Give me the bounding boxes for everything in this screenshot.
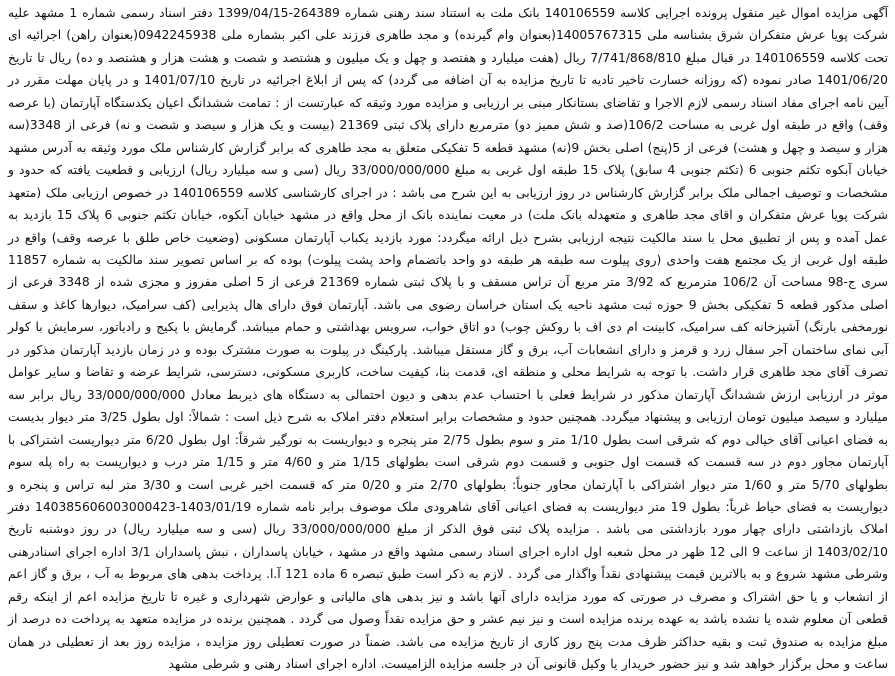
auction-notice	[8, 2, 889, 672]
notice-body-text: آگهی مزایده اموال غیر منقول پرونده اجرایی کلاسه 140106559 بانک ملت به استناد سند رهنی شماره 264389-1399/04/15 دفتر اسناد رسمی شماره 1 مشهد علیه شرکت پویا عرش متفکران شرق بشناسه ملی 14005767315(بعنوان وام گیرنده) و مجد طاهری فرزند علی اکبر بشماره ملی 0942245938(بعنوان راهن) اجرائیه ای تحت کلاسه 140106559 در قبال مبلغ 7/741/868/810 ریال (هفت میلیارد و هفتصد و چهل و یک میلیون و هشتصد و شصت و هشت هزار و هشتصد و ده) ریال تا تاریخ 1401/06/20 صادر نموده (که روزانه خسارت تاخیر تادیه تا تاریخ مزایده به آن اضافه می گردد) که پس از ابلاغ اجرائیه در تاریخ 1401/07/10 و در پایان مهلت مقرر در آیین نامه اجرای مفاد اسناد رسمی لازم الاجرا و تقاضای بستانکار مبنی بر ارزیابی و مزایده مورد وثیقه که عبارتست از : تمامت ششدانگ اعیان یکدستگاه آپارتمان (با عرصه وقف) واقع در طبقه اول غربی به مساحت 106/2(صد و شش ممیز دو) مترمربع دارای پلاک ثبتی 21369 (بیست و یک هزار و سیصد و شصت و نه) فرعی از 3348(سه هزار و سیصد و چهل و هشت) فرعی از 5(پنج) اصلی بخش 9(نه) مشهد قطعه 5 تفکیکی متعلق به مجد طاهری که برابر گزارش کارشناس ملک مورد وثیقه به آدرس مشهد خیابان آبکوه تکثم جنوبی 6 (تکثم جنوبی 4 سابق) پلاک 15 طبقه اول غربی به مبلغ 33/000/000/000 ریال (سی و سه میلیارد ریال) ارزیابی و قطعیت یافته که حدود و مشخصات و توصیف اجمالی ملک برابر گزارش کارشناس در روز ارزیابی به این شرح می باشد : در اجرای کارشناسی کلاسه 140106559 در خصوص ارزیابی ملک (متعهد شرکت پویا عرش متفکران و اقای مجد طاهری و متعهدله بانک ملت) در معیت نماینده بانک از محل واقع در مشهد خیابان آبکوه، خیابان تکثم جنوبی 6 پلاک 15 بازدید به عمل آمده و پس از تطبیق محل با سند مالکیت نتیجه ارزیابی بشرح ذیل ارائه میگردد: مورد بازدید یکباب آپارتمان مسکونی (وضعیت خاص طلق با عرصه وقف) واقع در طبقه اول غربی از یک مجتمع هفت واحدی (روی پیلوت سه طبقه هر طبقه دو واحد باتضمام واحد پشت پیلوت) بوده که بر اساس تصویر سند مالکیت به شماره 11857 سری ج-98 مساحت آن 106/2 مترمربع که 3/92 متر مربع آن تراس مسقف و با پلاک ثبتی شماره 21369 فرعی از 5 اصلی مفروز و مجزی شده از 3348 فرعی از اصلی مذکور قطعه 5 تفکیکی بخش 9 حوزه ثبت مشهد ناحیه یک استان خراسان رضوی می باشد. آپارتمان فوق دارای هال پذیرایی (کف سرامیک، دیوارها کاغذ و سقف نورمخفی بارنگ) آشپزخانه کف سرامیک، کابینت ام دی اف با روکش چوب) دو اتاق خواب، سرویس بهداشتی و حمام میباشد. گرمایش با پکیج و رادیاتور، سرمایش با کولر آبی نمای ساختمان آجر سفال زرد و قرمز و دارای انشعابات آب، برق و گاز مستقل میباشد. پارکینگ در پیلوت به صورت مشترک بوده و در زمان بازدید آپارتمان مذکور در تصرف آقای مجد طاهری قرار داشت. با توجه به شرایط محلی و منطقه ای، قدمت بنا، کیفیت ساخت، کاربری مسکونی، دسترسی، شرایط عرضه و تقاضا و سایر عوامل موثر در ارزیابی ارزش ششدانگ آپارتمان مذکور در شرایط فعلی با احتساب عدم بدهی و دیون احتمالی به دستگاه های ذیربط معادل 33/000/000/000 ریال برابر سه میلیارد و سیصد میلیون تومان ارزیابی و پیشنهاد میگردد. همچنین حدود و مشخصات برابر استعلام دفتر املاک به شرح ذیل است : شمالاً: اول بطول 3/25 متر دیوار بدیست به فضای اعیانی آقای خیالی دوم که شرقی است بطول 1/10 متر و سوم بطول 2/75 متر پنجره و دیواریست به نورگیر شرقاً: اول بطول 6/20 متر دیواریست اشتراکی با آپارتمان مجاور دوم در سه قسمت که قسمت اول جنوبی و قسمت دوم شرقی است بطولهای 1/15 متر و 4/60 متر و 1/15 متر درب و دیواریست به راه پله سوم بطولهای 5/70 متر و 1/60 متر دیوار اشتراکی با آپارتمان مجاور جنوباً: بطولهای 2/70 متر و 0/20 متر که قسمت اخیر غربی است و 3/30 متر لبه تراس و پنجره و دیواریست به فضای حیاط غرباً: بطول 19 متر دیواریست به فضای اعیانی آقای شاهرودی ملک موصوف برابر نامه شماره 1403/01/19-140385606003000423 دفتر املاک بازداشتی دارای چهار مورد بازداشتی می باشد . مزایده پلاک ثبتی فوق الذکر از مبلغ 33/000/000/000 ریال (سی و سه میلیارد ریال) در روز دوشنبه تاریخ 1403/02/10 از ساعت 9 الی 12 ظهر در محل شعبه اول اداره اجرای اسناد رسمی مشهد واقع در مشهد ، خیابان پاسداران ، نبش پاسداران 3/1 اداره اجرای اسنادرهنی وشرطی مشهد شروع و به بالاترین قیمت پیشنهادی نقداً واگذار می گردد . لازم به ذکر است طبق تبصره 6 ماده 121 آ.ا. پرداخت بدهی های مربوط به آب ، برق و گاز اعم از انشعاب و یا حق اشتراک و مصرف در صورتی که مورد مزایده دارای آنها باشد و نیز بدهی های مالیاتی و عوارض شهرداری و غیره تا تاریخ مزایده اعم از اینکه رقم قطعی آن معلوم شده یا نشده باشد به عهده برنده مزایده است و نیز نیم عشر و حق مزایده نقداً وصول می گردد . همچنین برنده در مزایده متعهد به پرداخت ده درصد از مبلغ مزایده به صندوق ثبت و بقیه حداکثر ظرف مدت پنج روز کاری از تاریخ مزایده می باشد. ضمناً در صورت تعطیلی روز مزایده ، مزایده روز بعد از تعطیلی در همان ساعت و محل برگزار خواهد شد و نیز حضور خریدار یا وکیل قانونی آن در جلسه مزایده الزامیست. اداره اجرای اسناد رهنی و شرطی مشهد	[8, 6, 889, 672]
